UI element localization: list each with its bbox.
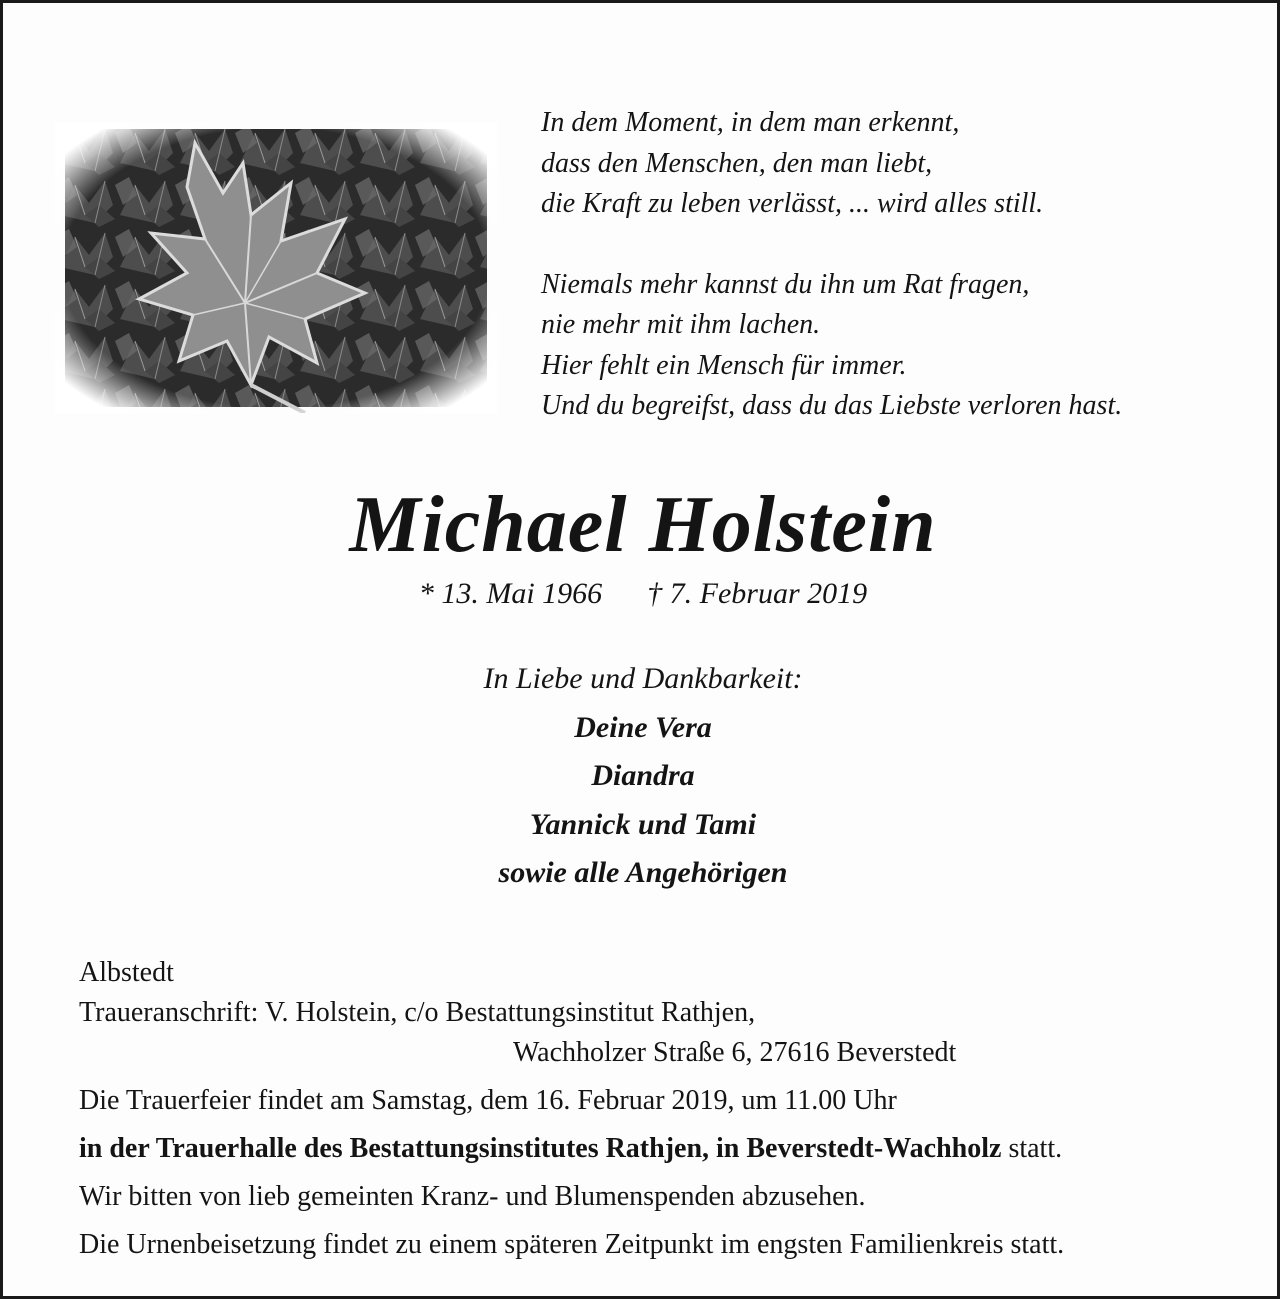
poem-line: Hier fehlt ein Mensch für immer.: [541, 349, 907, 381]
address-line: Wachholzer Straße 6, 27616 Beverstedt: [513, 1037, 957, 1068]
life-dates: [3, 574, 1280, 614]
mourners: [3, 655, 1280, 898]
stanza-gap: [541, 225, 1122, 265]
mourners-intro: In Liebe und Dankbarkeit:: [483, 662, 803, 695]
place: Albstedt: [79, 957, 174, 988]
poem-line: dass den Menschen, den man liebt,: [541, 147, 933, 179]
birth-date: * 13. Mai 1966: [418, 577, 603, 610]
address-line: Traueranschrift: V. Holstein, c/o Bestattungsinstitut Rathjen,: [79, 997, 756, 1028]
poem-line: Niemals mehr kannst du ihn um Rat fragen,: [541, 268, 1030, 300]
mourner-name: sowie alle Angehörigen: [498, 856, 788, 889]
service-location-bold: in der Trauerhalle des Bestattungsinstitutes Rathjen, in Beverstedt-Wachholz: [79, 1133, 1002, 1164]
poem-line: die Kraft zu leben verlässt, ... wird alles still.: [541, 188, 1044, 219]
service-location-tail: statt.: [1001, 1133, 1063, 1164]
mourner-name: Yannick und Tami: [529, 807, 757, 841]
death-date: † 7. Februar 2019: [647, 577, 868, 610]
poem-line: In dem Moment, in dem man erkennt,: [541, 107, 960, 138]
urn-burial-note: Die Urnenbeisetzung findet zu einem späteren Zeitpunkt im engsten Familienkreis statt.: [79, 1229, 1065, 1260]
poem-line: Und du begreifst, dass du das Liebste verloren hast.: [541, 390, 1123, 421]
deceased-name: Michael Holstein: [349, 481, 937, 569]
donation-request: Wir bitten von lieb gemeinten Kranz- und Blumenspenden abzusehen.: [79, 1181, 866, 1212]
service-location: [79, 1129, 1064, 1169]
service-line: Die Trauerfeier findet am Samstag, dem 16. Februar 2019, um 11.00 Uhr: [79, 1085, 897, 1116]
poem-line: nie mehr mit ihm lachen.: [541, 309, 821, 340]
service-info: [79, 953, 1064, 1265]
maple-leaf-photo: [55, 123, 497, 413]
mourner-name: Deine Vera: [574, 710, 712, 744]
mourner-name: Diandra: [591, 759, 695, 792]
poem: [541, 103, 1122, 427]
